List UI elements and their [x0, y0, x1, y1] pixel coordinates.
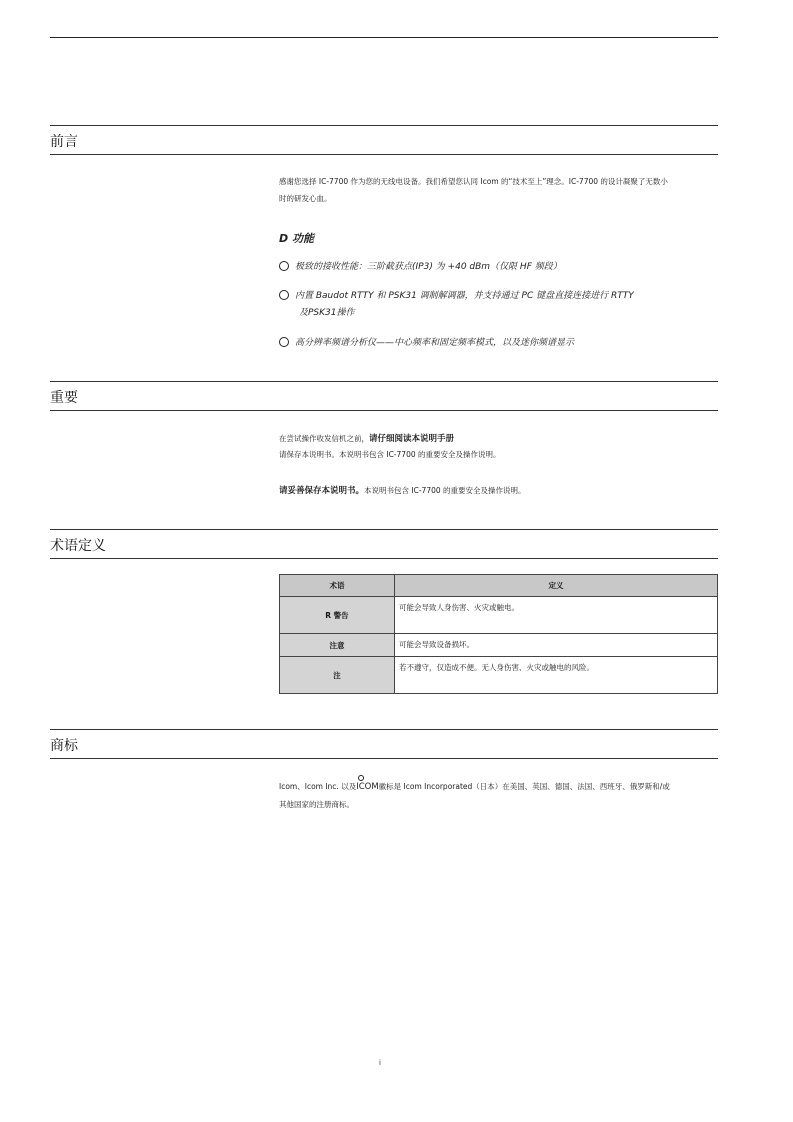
- preface-paragraph: [279, 173, 719, 207]
- terms-table: [279, 574, 718, 694]
- section-title: 前言: [50, 134, 78, 150]
- term-cell: 注: [280, 657, 395, 694]
- top-rule: [50, 37, 718, 38]
- circle-bullet-icon: [279, 261, 289, 271]
- section-title: 重要: [50, 390, 78, 406]
- table-row: [280, 597, 718, 634]
- table-row: [280, 634, 718, 657]
- feature-item: [279, 288, 719, 322]
- feature-text: 内置 Baudot RTTY 和 PSK31 调制解调器，并支持通过 PC 键盘直接连接进行 RTTY: [295, 291, 634, 301]
- table-header-row: [280, 575, 718, 597]
- important-line-1: [279, 430, 719, 448]
- icom-logo-text: ICOM: [356, 782, 379, 792]
- logo-dot-icon: [358, 775, 364, 781]
- important-bold-text: 请仔细阅读本说明手册: [369, 434, 455, 444]
- circle-bullet-icon: [279, 290, 289, 300]
- section-header-trademarks: [50, 729, 718, 759]
- feature-item: [279, 335, 719, 352]
- definition-cell: 若不遵守，仅造成不便。无人身伤害、火灾或触电的风险。: [395, 657, 718, 694]
- trademarks-line-2: 其他国家的注册商标。: [279, 800, 354, 809]
- feature-text: 极致的接收性能：三阶截获点(IP3) 为 +40 dBm（仅限 HF 频段）: [295, 262, 562, 272]
- important-paragraph: [279, 430, 719, 462]
- section-header-important: [50, 381, 718, 411]
- important-paragraph-2: [279, 482, 719, 500]
- important-text: 本说明书包含 IC-7700 的重要安全及操作说明。: [364, 486, 526, 495]
- section-title: 商标: [50, 738, 78, 754]
- trademarks-line-1: [279, 778, 719, 796]
- term-cell: R 警告: [280, 597, 395, 634]
- term-cell: 注意: [280, 634, 395, 657]
- preface-line: 时的研发心血。: [279, 194, 332, 203]
- definition-cell: 可能会导致设备损坏。: [395, 634, 718, 657]
- section-title: 术语定义: [50, 538, 106, 554]
- feature-text-continued: 及PSK31操作: [299, 308, 355, 318]
- table-header-definition: 定义: [395, 575, 718, 597]
- preface-line: 感谢您选择 IC-7700 作为您的无线电设备。我们希望您认同 Icom 的“技术至上”理念。IC-7700 的设计凝聚了无数小: [279, 177, 668, 186]
- table-header-term: 术语: [280, 575, 395, 597]
- circle-bullet-icon: [279, 337, 289, 347]
- section-header-preface: [50, 125, 718, 155]
- section-header-terms: [50, 529, 718, 559]
- icom-logo: [356, 782, 378, 792]
- definition-cell: 可能会导致人身伤害、火灾或触电。: [395, 597, 718, 634]
- important-bold-text: 请妥善保存本说明书。: [279, 486, 365, 496]
- important-line-2: 请保存本说明书。本说明书包含 IC-7700 的重要安全及操作说明。: [279, 450, 501, 459]
- trademarks-text: 徽标是 Icom Incorporated（日本）在美国、英国、德国、法国、西班牙、俄罗斯和/或: [378, 782, 670, 791]
- trademarks-paragraph: [279, 778, 719, 813]
- table-row: [280, 657, 718, 694]
- feature-text: 高分辨率频谱分析仪——中心频率和固定频率模式，以及迷你频谱显示: [295, 338, 575, 348]
- feature-item: [279, 259, 719, 276]
- page-number: i: [379, 1059, 381, 1067]
- features-title: D 功能: [279, 232, 314, 245]
- trademarks-text: Icom、Icom Inc. 以及: [279, 782, 357, 791]
- important-text: 在尝试操作收发信机之前，: [279, 434, 369, 443]
